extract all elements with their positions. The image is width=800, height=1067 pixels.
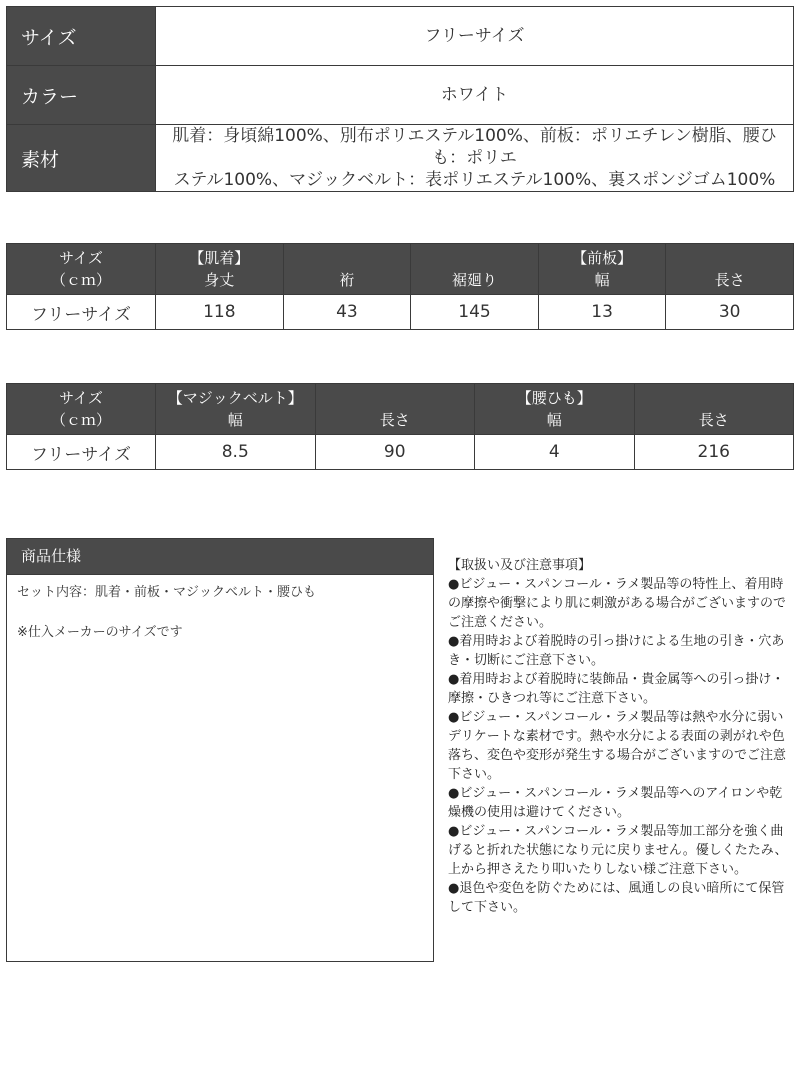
spec-size-value: フリーサイズ bbox=[156, 7, 794, 66]
list-item: ●ビジュー・スパンコール・ラメ製品等は熱や水分に弱いデリケートな素材です。熱や水分による表面の剥がれや色落ち、変色や変形が発生する場合がございますのでご注意下さい。 bbox=[448, 710, 787, 782]
header-yuki bbox=[283, 244, 411, 295]
spec-row-size bbox=[7, 7, 794, 66]
column-label-koshihimo-width: 幅 bbox=[546, 411, 562, 429]
column-label-maeita-width: 幅 bbox=[594, 271, 610, 289]
set-contents: セット内容：肌着・前板・マジックベルト・腰ひも bbox=[17, 585, 317, 600]
product-spec-box bbox=[6, 538, 434, 962]
product-spec-body bbox=[7, 575, 433, 673]
spec-material-value bbox=[156, 125, 794, 192]
value-magic-width: 8.5 bbox=[156, 435, 316, 470]
column-label-maeita-length: 長さ bbox=[714, 271, 745, 289]
column-label-mitake: 身丈 bbox=[204, 271, 235, 289]
size-table-hadagi bbox=[6, 243, 794, 330]
table-row bbox=[7, 435, 794, 470]
spec-size-label: サイズ bbox=[7, 7, 156, 66]
group-label-hadagi: 【肌着】 bbox=[189, 249, 250, 267]
column-label-magic-length: 長さ bbox=[379, 411, 410, 429]
value-koshihimo-width: 4 bbox=[475, 435, 635, 470]
header-maeita-width bbox=[538, 244, 666, 295]
value-magic-length: 90 bbox=[315, 435, 475, 470]
care-notes-list bbox=[448, 575, 794, 917]
header-koshihimo-length bbox=[634, 384, 794, 435]
spec-material-label: 素材 bbox=[7, 125, 156, 192]
size-header-unit: （ｃｍ） bbox=[50, 271, 111, 289]
list-item: ●退色や変色を防ぐためには、風通しの良い暗所にて保管して下さい。 bbox=[448, 881, 785, 915]
spec-material-line2: ステル100%、マジックベルト：表ポリエステル100%、裏スポンジゴム100% bbox=[173, 170, 776, 190]
header-magic-width bbox=[156, 384, 316, 435]
care-notes bbox=[448, 556, 794, 917]
spec-row-color bbox=[7, 66, 794, 125]
size-header-label: サイズ bbox=[59, 389, 103, 407]
column-label-magic-width: 幅 bbox=[227, 411, 243, 429]
header-maeita-length bbox=[666, 244, 794, 295]
group-label-maeita: 【前板】 bbox=[572, 249, 633, 267]
manufacturer-size-note: ※仕入メーカーのサイズです bbox=[17, 625, 183, 640]
spec-table bbox=[6, 6, 794, 192]
row-label: フリーサイズ bbox=[7, 295, 156, 330]
list-item: ●着用時および着脱時に装飾品・貴金属等への引っ掛け・摩擦・ひきつれ等にご注意下さい。 bbox=[448, 672, 785, 706]
value-susomawari: 145 bbox=[411, 295, 539, 330]
group-label-magic: 【マジックベルト】 bbox=[167, 389, 303, 407]
value-maeita-width: 13 bbox=[538, 295, 666, 330]
value-yuki: 43 bbox=[283, 295, 411, 330]
list-item: ●ビジュー・スパンコール・ラメ製品等加工部分を強く曲げると折れた状態になり元に戻りません。優しくたたみ、上から押さえたり叩いたりしない様ご注意下さい。 bbox=[448, 824, 788, 877]
header-mitake bbox=[156, 244, 284, 295]
care-notes-title: 【取扱い及び注意事項】 bbox=[448, 558, 592, 573]
column-label-susomawari: 裾廻り bbox=[451, 271, 497, 289]
list-item: ●ビジュー・スパンコール・ラメ製品等へのアイロンや乾燥機の使用は避けてください。 bbox=[448, 786, 783, 820]
column-label-yuki: 裄 bbox=[339, 271, 355, 289]
table-row bbox=[7, 295, 794, 330]
size-table-2-header bbox=[7, 384, 794, 435]
spec-color-value: ホワイト bbox=[156, 66, 794, 125]
column-label-koshihimo-length: 長さ bbox=[698, 411, 729, 429]
size-header-unit: （ｃｍ） bbox=[50, 411, 111, 429]
value-koshihimo-length: 216 bbox=[634, 435, 794, 470]
value-maeita-length: 30 bbox=[666, 295, 794, 330]
row-label: フリーサイズ bbox=[7, 435, 156, 470]
product-spec-heading: 商品仕様 bbox=[7, 539, 433, 575]
header-magic-length bbox=[315, 384, 475, 435]
size-header-cell bbox=[7, 384, 156, 435]
size-table-1-header bbox=[7, 244, 794, 295]
group-label-koshihimo: 【腰ひも】 bbox=[516, 389, 592, 407]
spec-row-material bbox=[7, 125, 794, 192]
list-item: ●ビジュー・スパンコール・ラメ製品等の特性上、着用時の摩擦や衝撃により肌に刺激がある場合がございますのでご注意ください。 bbox=[448, 577, 787, 630]
size-header-label: サイズ bbox=[59, 249, 103, 267]
spec-color-label: カラー bbox=[7, 66, 156, 125]
size-table-belt bbox=[6, 383, 794, 470]
spec-material-line1: 肌着：身頃綿100%、別布ポリエステル100%、前板：ポリエチレン樹脂、腰ひも：ポリエ bbox=[172, 126, 777, 168]
list-item: ●着用時および着脱時の引っ掛けによる生地の引き・穴あき・切断にご注意下さい。 bbox=[448, 634, 785, 668]
size-header-cell bbox=[7, 244, 156, 295]
header-susomawari bbox=[411, 244, 539, 295]
value-mitake: 118 bbox=[156, 295, 284, 330]
header-koshihimo-width bbox=[475, 384, 635, 435]
